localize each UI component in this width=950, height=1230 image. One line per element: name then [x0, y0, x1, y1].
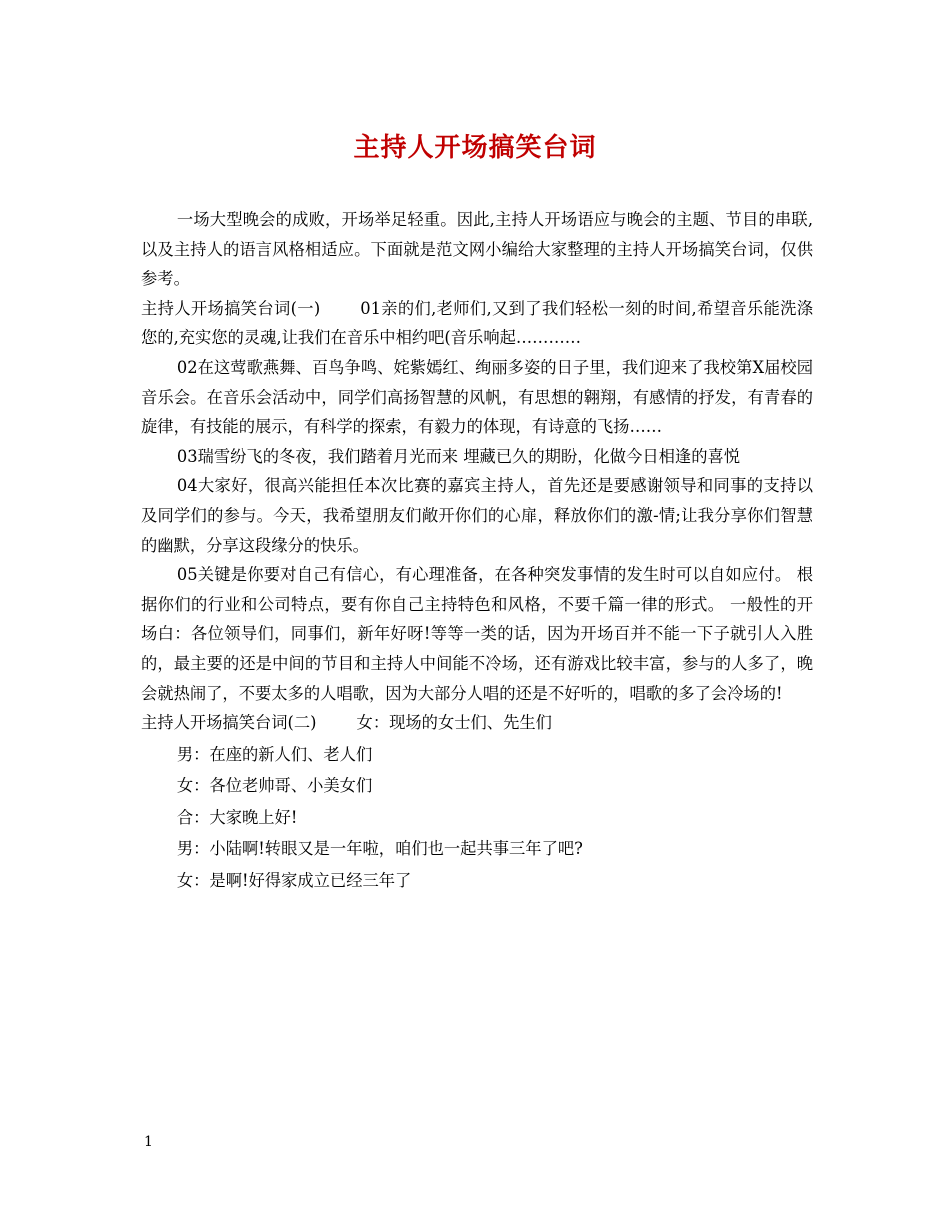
section-1-heading: 主持人开场搞笑台词(一)	[141, 298, 321, 318]
dialog-line-first: 女：现场的女士们、先生们	[356, 713, 552, 733]
dialog-line: 女：是啊!好得家成立已经三年了	[176, 871, 412, 891]
dialog-line: 合：大家晚上好!	[176, 807, 298, 827]
dialog-line: 女：各位老帅哥、小美女们	[176, 776, 373, 796]
page-number: 1	[144, 1134, 153, 1150]
section-2-heading: 主持人开场搞笑台词(二)	[141, 713, 317, 733]
section-1-paragraph	[141, 294, 813, 353]
paragraph-03: 03瑞雪纷飞的冬夜，我们踏着月光而来 埋藏已久的期盼，化做今日相逢的喜悦	[176, 446, 741, 466]
paragraph-04: 04大家好，很高兴能担任本次比赛的嘉宾主持人，首先还是要感谢领导和同事的支持以及同学们的参与。今天，我希望朋友们敞开你们的心扉，释放你们的激-情;让我分享你们智慧的幽默，分享这段缘分的快乐。	[141, 476, 813, 555]
intro-paragraph: 一场大型晚会的成败，开场举足轻重。因此,主持人开场语应与晚会的主题、节目的串联,以及主持人的语言风格相适应。下面就是范文网小编给大家整理的主持人开场搞笑台词，仅供参考。	[141, 210, 813, 289]
paragraph-01: 01亲的们,老师们,又到了我们轻松一刻的时间,希望音乐能洗涤您的,充实您的灵魂,让我们在音乐中相约吧(音乐响起…………	[141, 298, 813, 348]
dialog-line: 男：在座的新人们、老人们	[176, 744, 373, 764]
document-body	[141, 205, 813, 896]
paragraph-02: 02在这莺歌燕舞、百鸟争鸣、姹紫嫣红、绚丽多姿的日子里，我们迎来了我校第X届校园音乐会。在音乐会活动中，同学们高扬智慧的风帆，有思想的翱翔，有感情的抒发，有青春的旋律，有技能的展示，有科学的探索，有毅力的体现，有诗意的飞扬……	[141, 357, 813, 437]
document-title: 主持人开场搞笑台词	[353, 133, 597, 163]
paragraph-05: 05关键是你要对自己有信心，有心理准备，在各种突发事情的发生时可以自如应付。 根据你们的行业和公司特点，要有你自己主持特色和风格，不要千篇一律的形式。 一般性的开场白：各位领导们，同事们，新年好呀!等等一类的话，因为开场百并不能一下子就引人入胜的，最主要的还是中间的节目和主持人中间能不冷场，还有游戏比较丰富，参与的人多了，晚会就热闹了，不要太多的人唱歌，因为大部分人唱的还是不好听的，唱歌的多了会冷场的!	[141, 565, 813, 703]
section-2-paragraph	[141, 708, 813, 738]
dialog-line: 男：小陆啊!转眼又是一年啦，咱们也一起共事三年了吧?	[176, 839, 583, 859]
